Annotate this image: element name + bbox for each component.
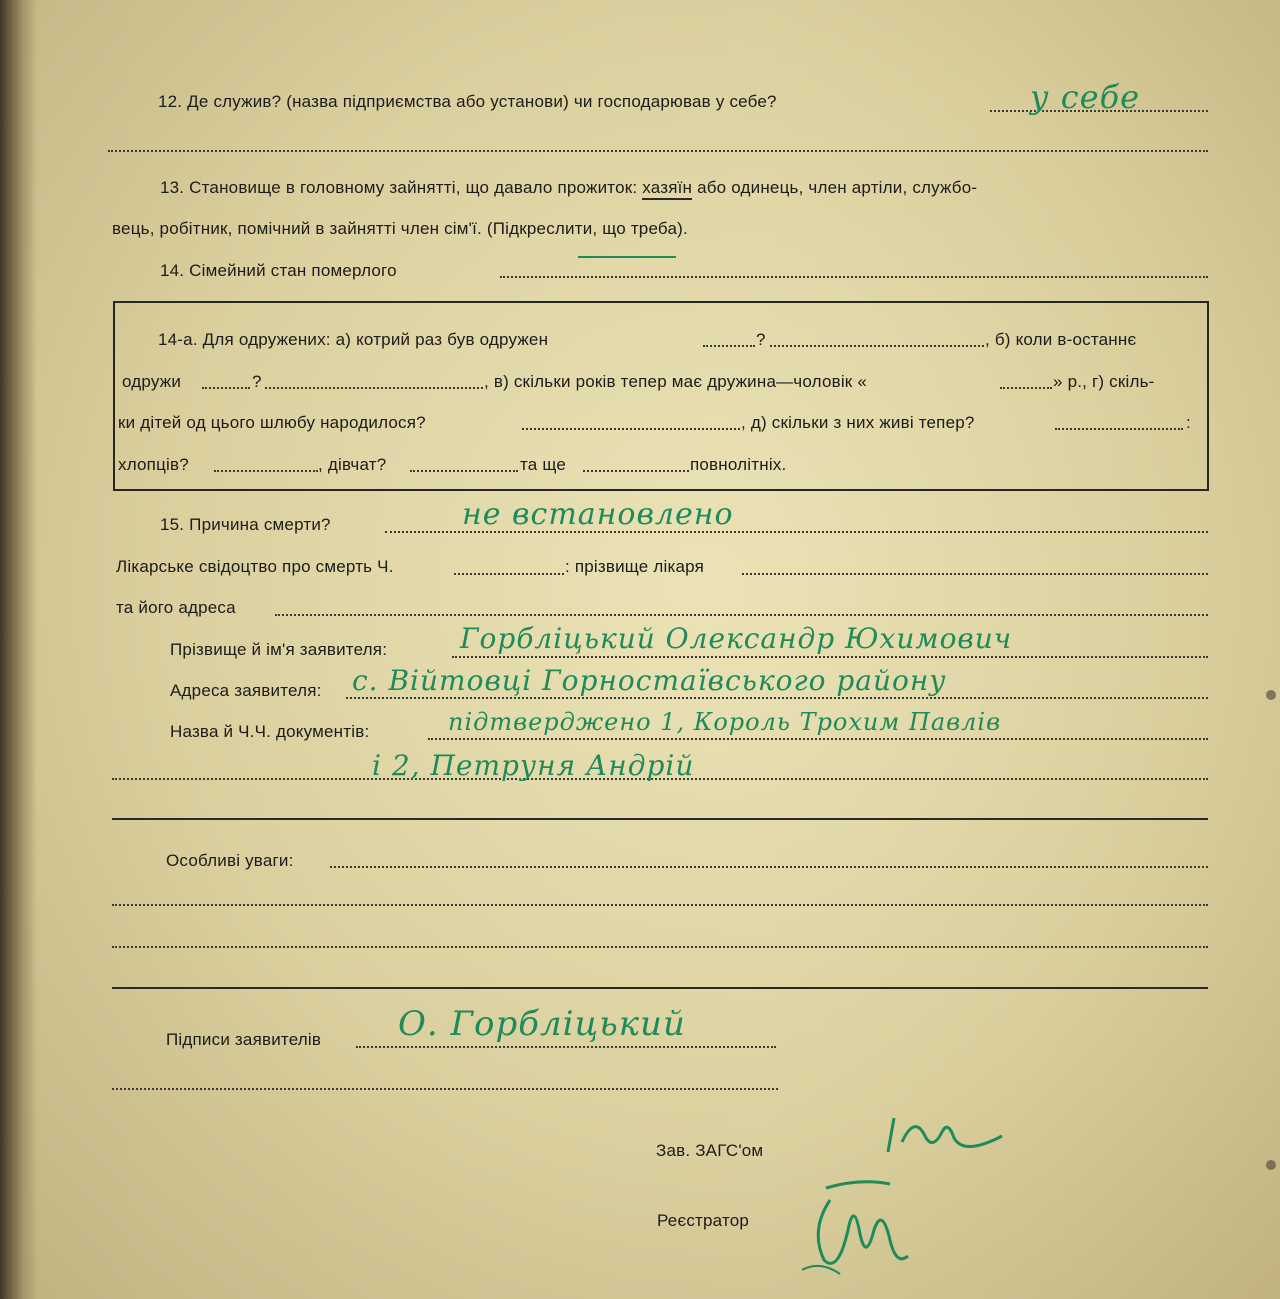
q14a-line3-dots2	[1055, 428, 1183, 430]
q14a-line3-c: :	[1186, 413, 1191, 432]
q14a-line4-c: та ще	[520, 455, 567, 474]
medical-line1-a: Лікарське свідоцтво про смерть Ч.	[116, 557, 394, 576]
head-zags-label: Зав. ЗАГС'ом	[656, 1141, 764, 1160]
q14a-line4-dots1	[214, 470, 318, 472]
q14a-line2-c: , в) скільки років тепер має дружина—чоловік «	[484, 372, 868, 391]
q14a-line3-dots1	[522, 428, 740, 430]
remarks-bottom-line	[112, 987, 1208, 989]
signatures-line2	[112, 1088, 778, 1090]
remarks-label: Особливі уваги:	[166, 851, 294, 870]
q13-line2: вець, робітник, помічний в зайнятті член сім'ї. (Підкреслити, що треба).	[112, 219, 688, 238]
q13-prefix: 13. Становище в головному зайнятті, що давало прожиток:	[160, 178, 638, 197]
paper-hole	[1266, 1160, 1276, 1170]
q14a-line1-dots2	[770, 345, 984, 347]
q14a-line2-d: » р., г) скіль-	[1053, 372, 1155, 391]
q15-answer: не встановлено	[462, 497, 734, 532]
applicant-address-label: Адреса заявителя:	[170, 681, 322, 700]
applicant-signature: О. Горбліцький	[398, 1004, 686, 1044]
applicant-address-value: с. Війтовці Горностаївського району	[352, 664, 947, 697]
q12-answer: у себе	[1030, 78, 1141, 116]
q13-line1	[160, 178, 977, 198]
applicant-docs-value-2: і 2, Петруня Андрій	[372, 749, 695, 782]
medical-address-dots	[275, 614, 1208, 616]
q13-selected-option: хазяїн	[642, 178, 692, 200]
q12-continuation-line	[108, 150, 1208, 152]
q15-label: 15. Причина смерти?	[160, 515, 331, 534]
applicant-name-line	[452, 656, 1208, 658]
q14a-line4-dots2	[410, 470, 518, 472]
q14a-line2-dots3	[1000, 387, 1052, 389]
q14-green-mark	[578, 256, 676, 258]
q14a-line2-b: ?	[252, 372, 262, 391]
applicant-docs-line	[428, 738, 1208, 740]
head-zags-signature	[884, 1112, 1004, 1171]
book-binding	[0, 0, 36, 1299]
q12-label: 12. Де служив? (назва підприємства або установи) чи господарював у себе?	[158, 92, 777, 111]
registrar-signature	[790, 1170, 930, 1285]
applicant-name-label: Прізвище й ім'я заявителя:	[170, 640, 388, 659]
q14a-line2-a: одружи	[122, 372, 182, 391]
q13-options: або одинець, член артіли, службо-	[697, 178, 978, 197]
q14a-line1-a: 14-а. Для одружених: а) котрий раз був одружен	[158, 330, 549, 349]
q14a-line4-b: , дівчат?	[318, 455, 387, 474]
medical-line2: та його адреса	[116, 598, 236, 617]
q14a-line1-dots1	[703, 345, 755, 347]
remarks-line3	[112, 946, 1208, 948]
q14a-line2-dots2	[265, 387, 483, 389]
applicant-name-value: Горбліцький Олександр Юхимович	[460, 622, 1013, 655]
paper-hole	[1266, 690, 1276, 700]
q14a-line2-dots1	[202, 387, 250, 389]
remarks-line1	[330, 866, 1208, 868]
q14a-line3-b: , д) скільки з них живі тепер?	[741, 413, 975, 432]
q14-answer-line	[500, 276, 1208, 278]
q14a-line3-a: ки дітей од цього шлюбу народилося?	[118, 413, 426, 432]
signatures-line	[356, 1046, 776, 1048]
q14-label: 14. Сімейний стан померлого	[160, 261, 397, 280]
head-signature-scribble	[884, 1112, 1004, 1162]
q14a-line4-a: хлопців?	[118, 455, 189, 474]
q14a-line4-dots3	[583, 470, 689, 472]
applicant-docs-value: підтверджено 1, Король Трохим Павлів	[448, 708, 1002, 736]
applicant-address-line	[346, 697, 1208, 699]
signatures-label: Підписи заявителів	[166, 1030, 322, 1049]
registrar-label: Реєстратор	[657, 1211, 750, 1230]
applicant-docs-label: Назва й Ч.Ч. документів:	[170, 722, 370, 741]
medical-doctor-dots	[742, 573, 1208, 575]
medical-certificate-dots	[454, 573, 564, 575]
medical-line1-b: : прізвище лікаря	[565, 557, 705, 576]
registrar-signature-scribble	[790, 1170, 930, 1280]
q14a-line1-c: , б) коли в-останнє	[985, 330, 1137, 349]
q14a-line1-b: ?	[756, 330, 766, 349]
q14a-line4-d: повнолітніх.	[690, 455, 787, 474]
separator-line	[112, 818, 1208, 820]
remarks-line2	[112, 904, 1208, 906]
